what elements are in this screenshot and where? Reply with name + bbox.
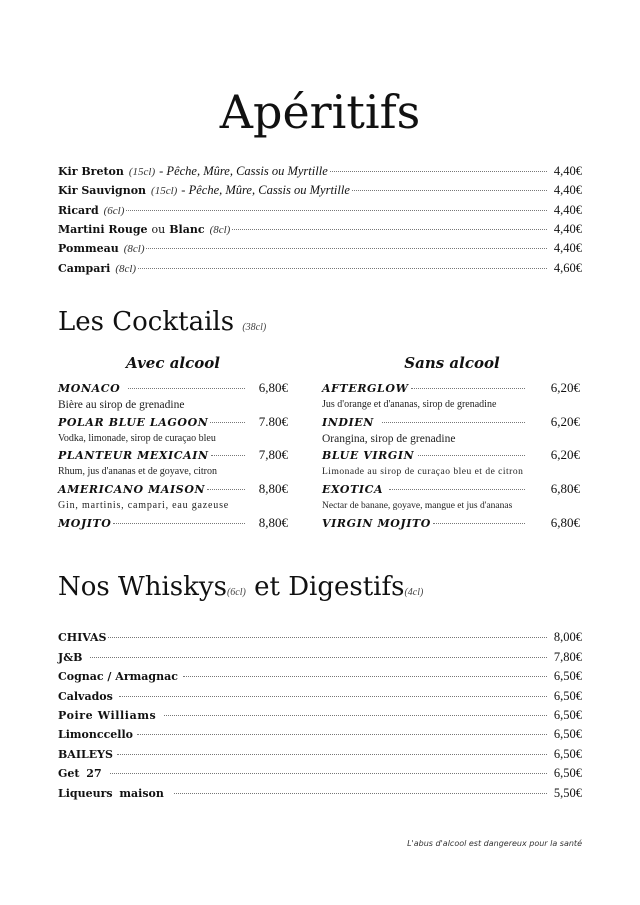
item-description: Bière au sirop de grenadine xyxy=(58,399,185,411)
item-volume: (8cl) xyxy=(209,224,231,236)
dot-leader xyxy=(433,523,525,524)
health-warning: L'abus d'alcool est dangereux pour la santé xyxy=(407,839,582,848)
item-name: MONACO xyxy=(58,382,121,395)
item-price: 6,50€ xyxy=(553,727,582,741)
cocktail-item xyxy=(322,515,580,532)
item-name: Liqueurs maison xyxy=(58,787,164,800)
cocktail-item xyxy=(322,481,580,498)
menu-item xyxy=(58,220,582,239)
menu-item xyxy=(58,162,582,181)
dot-leader xyxy=(207,489,245,490)
item-price: 8,00€ xyxy=(553,630,582,644)
item-price: 7,80€ xyxy=(258,447,288,462)
dot-leader xyxy=(110,773,547,774)
item-name: Martini Rouge xyxy=(58,223,148,236)
item-volume: (8cl) xyxy=(123,243,145,255)
dot-leader xyxy=(138,268,547,269)
menu-item xyxy=(58,667,582,686)
item-description: Nectar de banane, goyave, mangue et jus d'ananas xyxy=(322,501,513,511)
item-name: Get 27 xyxy=(58,767,102,780)
dot-leader xyxy=(382,422,525,423)
item-price: 6,80€ xyxy=(258,380,288,395)
cocktail-item xyxy=(58,447,288,464)
dot-leader xyxy=(137,734,547,735)
item-name: Kir Sauvignon xyxy=(58,184,147,197)
item-name: POLAR BLUE LAGOON xyxy=(58,416,209,429)
item-volume: (15cl) xyxy=(151,185,178,197)
item-description: Orangina, sirop de grenadine xyxy=(322,433,456,445)
menu-item xyxy=(58,706,582,725)
item-price: 4,40€ xyxy=(553,222,582,236)
item-price: 6,50€ xyxy=(553,689,582,703)
menu-item xyxy=(58,648,582,667)
section-title: Nos Whiskys xyxy=(58,572,227,602)
item-name: Poire Williams xyxy=(58,709,157,722)
item-price: 4,40€ xyxy=(553,241,582,255)
item-name: PLANTEUR MEXICAIN xyxy=(58,449,209,462)
item-name: CHIVAS xyxy=(58,631,107,644)
dot-leader xyxy=(418,455,525,456)
dot-leader xyxy=(411,388,525,389)
item-price: 7.80€ xyxy=(258,414,288,429)
item-name: VIRGIN MOJITO xyxy=(322,517,431,530)
item-name-alt: Blanc xyxy=(169,223,205,236)
dot-leader xyxy=(183,676,547,677)
item-connector: ou xyxy=(151,223,166,236)
dot-leader xyxy=(330,171,547,172)
item-price: 6,50€ xyxy=(553,669,582,683)
item-name: MOJITO xyxy=(58,517,112,530)
item-volume: (6cl) xyxy=(103,205,125,217)
item-price: 8,80€ xyxy=(258,515,288,530)
item-description: - Pêche, Mûre, Cassis ou Myrtille xyxy=(181,183,350,197)
cocktail-item xyxy=(58,481,288,498)
menu-item xyxy=(58,628,582,647)
item-name: BLUE VIRGIN xyxy=(322,449,415,462)
item-price: 7,80€ xyxy=(553,650,582,664)
item-price: 6,20€ xyxy=(550,414,580,429)
cocktail-item xyxy=(58,414,288,431)
item-price: 6,20€ xyxy=(550,380,580,395)
menu-item xyxy=(58,201,582,220)
item-volume: (8cl) xyxy=(115,263,137,275)
item-name: Cognac / Armagnac xyxy=(58,670,178,683)
dot-leader xyxy=(90,657,546,658)
item-name: Limonccello xyxy=(58,728,133,741)
menu-item xyxy=(58,181,582,200)
item-price: 4,40€ xyxy=(553,164,582,178)
item-price: 6,50€ xyxy=(553,708,582,722)
section-volume: (6cl) xyxy=(226,587,246,598)
item-name: Calvados xyxy=(58,690,113,703)
item-price: 6,80€ xyxy=(550,515,580,530)
dot-leader xyxy=(352,190,547,191)
dot-leader xyxy=(128,388,245,389)
section-volume: (38cl) xyxy=(242,322,267,333)
item-price: 4,40€ xyxy=(553,203,582,217)
dot-leader xyxy=(126,210,546,211)
with-alcohol-heading: Avec alcool xyxy=(126,354,220,372)
section-title-2: et Digestifs xyxy=(254,572,405,602)
dot-leader xyxy=(232,229,547,230)
dot-leader xyxy=(113,523,245,524)
item-volume: (15cl) xyxy=(128,166,156,178)
menu-item xyxy=(58,764,582,783)
without-alcohol-heading: Sans alcool xyxy=(404,354,500,372)
item-name: AMERICANO MAISON xyxy=(58,483,206,496)
item-description: Gin, martinis, campari, eau gazeuse xyxy=(58,500,229,511)
section-volume-2: (4cl) xyxy=(404,587,424,598)
dot-leader xyxy=(108,637,546,638)
item-price: 4,60€ xyxy=(553,261,582,275)
dot-leader xyxy=(210,422,245,423)
menu-item xyxy=(58,725,582,744)
item-name: BAILEYS xyxy=(58,748,113,761)
dot-leader xyxy=(174,793,547,794)
cocktail-item xyxy=(58,380,288,397)
menu-item xyxy=(58,745,582,764)
dot-leader xyxy=(146,248,546,249)
page-title: Apéritifs xyxy=(219,85,421,139)
item-price: 6,50€ xyxy=(553,766,582,780)
menu-item xyxy=(58,784,582,803)
item-price: 5,50€ xyxy=(553,786,582,800)
item-name: Ricard xyxy=(58,204,99,217)
dot-leader xyxy=(164,715,547,716)
menu-item xyxy=(58,259,582,278)
menu-item xyxy=(58,239,582,258)
item-name: EXOTICA xyxy=(322,483,384,496)
item-name: Kir Breton xyxy=(58,165,124,178)
menu-item xyxy=(58,687,582,706)
item-price: 6,50€ xyxy=(553,747,582,761)
whiskys-heading xyxy=(58,571,423,609)
item-name: INDIEN xyxy=(322,416,374,429)
item-name: J&B xyxy=(58,651,83,664)
item-price: 4,40€ xyxy=(553,183,582,197)
item-price: 6,20€ xyxy=(550,447,580,462)
item-price: 8,80€ xyxy=(258,481,288,496)
dot-leader xyxy=(389,489,525,490)
cocktails-heading xyxy=(58,306,266,344)
cocktail-item xyxy=(322,380,580,397)
dot-leader xyxy=(119,696,547,697)
item-description: Jus d'orange et d'ananas, sirop de grenadine xyxy=(322,399,497,410)
section-title: Les Cocktails xyxy=(58,307,235,337)
dot-leader xyxy=(117,754,547,755)
item-name: Campari xyxy=(58,262,111,275)
item-description: Vodka, limonade, sirop de curaçao bleu xyxy=(58,433,216,444)
item-description: Limonade au sirop de curaçao bleu et de citron xyxy=(322,467,524,477)
item-name: Pommeau xyxy=(58,242,119,255)
item-description: Rhum, jus d'ananas et de goyave, citron xyxy=(58,466,217,477)
cocktail-item xyxy=(58,515,288,532)
item-price: 6,80€ xyxy=(550,481,580,496)
cocktail-item xyxy=(322,447,580,464)
item-name: AFTERGLOW xyxy=(322,382,409,395)
dot-leader xyxy=(211,455,245,456)
item-description: - Pêche, Mûre, Cassis ou Myrtille xyxy=(159,164,328,178)
cocktail-item xyxy=(322,414,580,431)
